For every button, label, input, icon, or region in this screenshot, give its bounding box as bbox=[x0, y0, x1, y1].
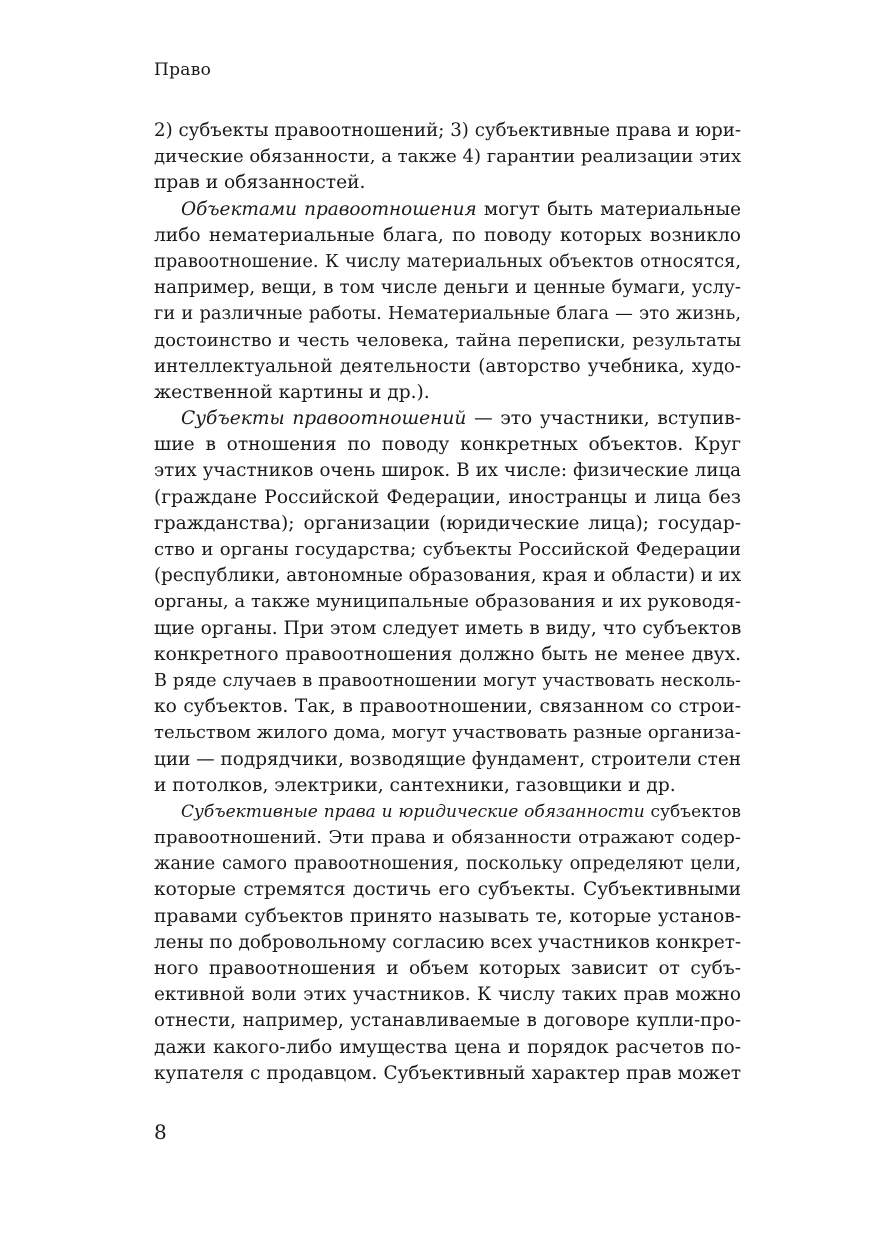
text-line: (республики, автономные образования, края и области) и их bbox=[154, 565, 742, 587]
text-line: либо нематериальные блага, по поводу которых возникло bbox=[154, 224, 741, 246]
text-line: жественной картины и др.). bbox=[154, 381, 430, 403]
text-line: которые стремятся достичь его субъекты. Субъективными bbox=[154, 879, 741, 901]
text-line: отнести, например, устанавливаемые в договоре купли-про- bbox=[154, 1010, 741, 1032]
text-line: тельством жилого дома, могут участвовать разные организа- bbox=[154, 722, 741, 744]
text-line: конкретного правоотношения должно быть не менее двух. bbox=[154, 643, 741, 665]
text-line: ги и различные работы. Нематериальные блага — это жизнь, bbox=[154, 303, 741, 325]
text-line: правоотношение. К числу материальных объектов относятся, bbox=[154, 250, 741, 272]
text-line: интеллектуальной деятельности (авторство учебника, худо- bbox=[154, 355, 741, 377]
text-line: В ряде случаев в правоотношении могут участвовать несколь- bbox=[154, 670, 741, 691]
text-run: могут быть материальные bbox=[476, 198, 741, 220]
text-run: — это участники, вступив- bbox=[466, 408, 741, 430]
text-line: правоотношений. Эти права и обязанности отражают содер- bbox=[154, 827, 741, 849]
text-line: 2) субъекты правоотношений; 3) субъективные права и юри- bbox=[154, 120, 741, 141]
text-line: например, вещи, в том числе деньги и ценные бумаги, услу- bbox=[154, 277, 741, 299]
text-line: ного правоотношения и объем которых зависит от субъ- bbox=[154, 958, 741, 979]
paragraph-start-line bbox=[154, 799, 741, 825]
text-line: дические обязанности, а также 4) гарантии реализации этих bbox=[154, 146, 742, 168]
text-line: ции — подрядчики, возводящие фундамент, строители стен bbox=[154, 748, 741, 770]
text-line: щие органы. При этом следует иметь в виду, что субъектов bbox=[154, 617, 742, 639]
text-run: субъектов bbox=[644, 801, 742, 822]
text-line: лены по добровольному согласию всех участников конкрет- bbox=[154, 931, 742, 953]
text-line: дажи какого-либо имущества цена и порядок расчетов по- bbox=[154, 1036, 741, 1058]
text-line: правами субъектов принято называть те, которые установ- bbox=[154, 905, 741, 927]
paragraph-start-line bbox=[154, 197, 741, 223]
text-line: жание самого правоотношения, поскольку определяют цели, bbox=[154, 853, 741, 875]
text-line: гражданства); организации (юридические лица); государ- bbox=[154, 512, 741, 534]
page-number: 8 bbox=[154, 1120, 167, 1144]
text-line: и потолков, электрики, сантехники, газовщики и др. bbox=[154, 774, 676, 796]
text-line: этих участников очень широк. В их числе: физические лица bbox=[154, 460, 741, 482]
text-line: органы, а также муниципальные образования и их руководя- bbox=[154, 591, 741, 613]
text-line: ективной воли этих участников. К числу таких прав можно bbox=[154, 984, 741, 1006]
body-text bbox=[154, 118, 741, 1087]
italic-term: Объектами правоотношения bbox=[181, 198, 477, 220]
paragraph-start-line bbox=[154, 406, 741, 432]
italic-term: Субъективные права и юридические обязанности bbox=[181, 801, 645, 822]
text-line: ство и органы государства; субъекты Российской Федерации bbox=[154, 539, 741, 560]
text-line: (граждане Российской Федерации, иностранцы и лица без bbox=[154, 486, 741, 508]
text-line: достоинство и честь человека, тайна переписки, результаты bbox=[154, 329, 741, 351]
text-line: прав и обязанностей. bbox=[154, 172, 366, 194]
italic-term: Субъекты правоотношений bbox=[181, 408, 467, 430]
text-line: ко субъектов. Так, в правоотношении, связанном со строи- bbox=[154, 696, 741, 718]
text-line: купателя с продавцом. Субъективный характер прав может bbox=[154, 1062, 741, 1084]
running-header: Право bbox=[154, 60, 212, 80]
text-line: шие в отношения по поводу конкретных объектов. Круг bbox=[154, 434, 741, 456]
